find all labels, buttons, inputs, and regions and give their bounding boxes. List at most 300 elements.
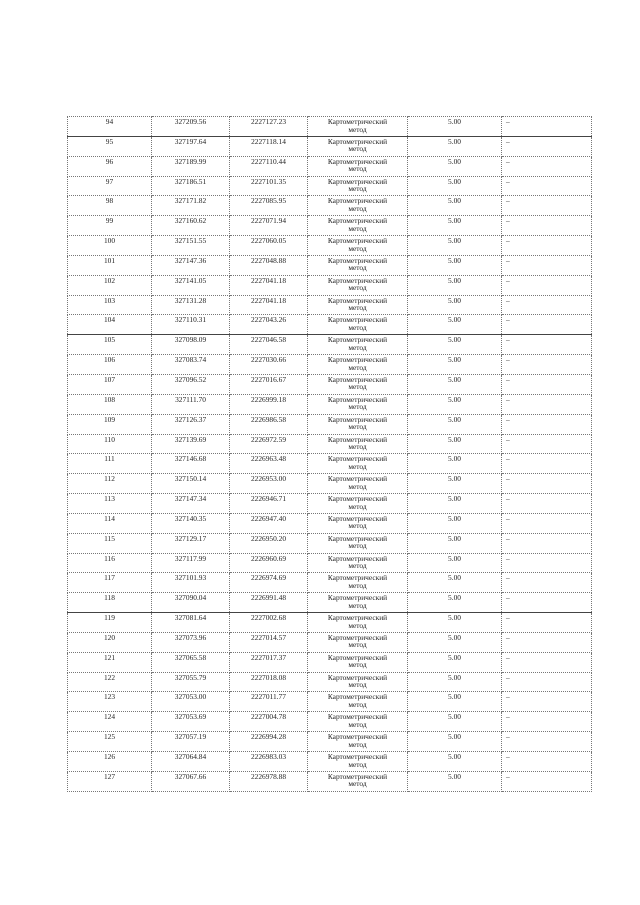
x-coordinate-cell: 327151.55 (152, 236, 230, 256)
method-line-2: метод (348, 283, 367, 293)
method-line-2: метод (348, 382, 367, 392)
method-line-1: Картометрический (327, 275, 388, 285)
note-cell: – (502, 533, 592, 553)
table-row (68, 374, 592, 394)
method-line-1: Картометрический (327, 176, 388, 186)
point-number-cell: 126 (68, 752, 152, 772)
table-row (68, 613, 592, 633)
method-line-1: Картометрический (327, 414, 388, 424)
method-line-2: метод (348, 362, 367, 372)
point-number-cell: 111 (68, 454, 152, 474)
note-cell: – (502, 315, 592, 335)
method-line-2: метод (348, 501, 367, 511)
x-coordinate-cell: 327067.66 (152, 771, 230, 791)
y-coordinate-cell: 2227101.35 (230, 176, 308, 196)
y-coordinate-cell: 2226950.20 (230, 533, 308, 553)
error-cell: 5.00 (408, 494, 502, 514)
y-coordinate-cell: 2226983.03 (230, 752, 308, 772)
method-line-2: метод (348, 779, 367, 789)
note-cell: – (502, 295, 592, 315)
table-row (68, 434, 592, 454)
error-cell: 5.00 (408, 533, 502, 553)
error-cell: 5.00 (408, 414, 502, 434)
error-cell: 5.00 (408, 732, 502, 752)
error-cell: 5.00 (408, 771, 502, 791)
method-line-2: метод (348, 263, 367, 273)
method-line-2: метод (348, 422, 367, 432)
x-coordinate-cell: 327064.84 (152, 752, 230, 772)
method-cell (308, 593, 408, 613)
x-coordinate-cell: 327209.56 (152, 117, 230, 137)
point-number-cell: 122 (68, 672, 152, 692)
method-line-1: Картометрический (327, 117, 388, 126)
x-coordinate-cell: 327053.69 (152, 712, 230, 732)
method-line-2: метод (348, 124, 367, 134)
note-cell: – (502, 474, 592, 494)
x-coordinate-cell: 327073.96 (152, 632, 230, 652)
table-row (68, 295, 592, 315)
x-coordinate-cell: 327131.28 (152, 295, 230, 315)
method-cell (308, 394, 408, 414)
table-row (68, 672, 592, 692)
note-cell: – (502, 236, 592, 256)
method-line-2: метод (348, 620, 367, 630)
method-cell (308, 315, 408, 335)
y-coordinate-cell: 2227060.05 (230, 236, 308, 256)
table-row (68, 752, 592, 772)
x-coordinate-cell: 327111.70 (152, 394, 230, 414)
method-line-1: Картометрический (327, 494, 388, 504)
method-line-1: Картометрический (327, 771, 388, 781)
table-row (68, 355, 592, 375)
point-number-cell: 98 (68, 196, 152, 216)
table-row (68, 732, 592, 752)
x-coordinate-cell: 327140.35 (152, 513, 230, 533)
method-line-1: Картометрический (327, 632, 388, 642)
method-cell (308, 236, 408, 256)
y-coordinate-cell: 2227118.14 (230, 136, 308, 156)
method-line-2: метод (348, 442, 367, 451)
x-coordinate-cell: 327186.51 (152, 176, 230, 196)
method-cell (308, 136, 408, 156)
point-number-cell: 124 (68, 712, 152, 732)
y-coordinate-cell: 2226978.88 (230, 771, 308, 791)
y-coordinate-cell: 2226994.28 (230, 732, 308, 752)
method-line-1: Картометрический (327, 434, 388, 444)
table-row (68, 573, 592, 593)
method-line-2: метод (348, 699, 367, 709)
method-line-1: Картометрический (327, 255, 388, 265)
method-cell (308, 414, 408, 434)
point-number-cell: 107 (68, 374, 152, 394)
method-line-2: метод (348, 402, 367, 412)
method-cell (308, 494, 408, 514)
x-coordinate-cell: 327129.17 (152, 533, 230, 553)
error-cell: 5.00 (408, 454, 502, 474)
note-cell: – (502, 394, 592, 414)
table-row (68, 136, 592, 156)
table-row (68, 513, 592, 533)
y-coordinate-cell: 2226999.18 (230, 394, 308, 414)
method-line-1: Картометрический (327, 136, 388, 146)
error-cell: 5.00 (408, 712, 502, 732)
method-cell (308, 295, 408, 315)
y-coordinate-cell: 2227030.66 (230, 355, 308, 375)
method-cell (308, 533, 408, 553)
error-cell: 5.00 (408, 672, 502, 692)
point-number-cell: 108 (68, 394, 152, 414)
note-cell: – (502, 355, 592, 375)
error-cell: 5.00 (408, 613, 502, 633)
method-line-1: Картометрический (327, 315, 388, 325)
method-cell (308, 196, 408, 216)
note-cell: – (502, 652, 592, 672)
method-cell (308, 573, 408, 593)
method-cell (308, 335, 408, 355)
method-cell (308, 434, 408, 454)
y-coordinate-cell: 2227046.58 (230, 335, 308, 355)
method-cell (308, 454, 408, 474)
note-cell: – (502, 573, 592, 593)
point-number-cell: 106 (68, 355, 152, 375)
point-number-cell: 115 (68, 533, 152, 553)
y-coordinate-cell: 2227011.77 (230, 692, 308, 712)
method-line-2: метод (348, 759, 367, 769)
point-number-cell: 121 (68, 652, 152, 672)
method-line-1: Картометрический (327, 196, 388, 206)
y-coordinate-cell: 2227014.57 (230, 632, 308, 652)
y-coordinate-cell: 2227048.88 (230, 255, 308, 275)
note-cell: – (502, 216, 592, 236)
note-cell: – (502, 692, 592, 712)
table-row (68, 652, 592, 672)
error-cell: 5.00 (408, 335, 502, 355)
method-line-1: Картометрический (327, 474, 388, 484)
y-coordinate-cell: 2227043.26 (230, 315, 308, 335)
x-coordinate-cell: 327146.68 (152, 454, 230, 474)
method-cell (308, 771, 408, 791)
note-cell: – (502, 414, 592, 434)
method-line-2: метод (348, 481, 367, 491)
method-line-2: метод (348, 739, 367, 749)
table-row (68, 474, 592, 494)
note-cell: – (502, 196, 592, 216)
method-line-1: Картометрический (327, 573, 388, 583)
method-cell (308, 613, 408, 633)
error-cell: 5.00 (408, 434, 502, 454)
point-number-cell: 110 (68, 434, 152, 454)
coordinates-table-body (68, 117, 592, 792)
note-cell: – (502, 494, 592, 514)
x-coordinate-cell: 327160.62 (152, 216, 230, 236)
x-coordinate-cell: 327150.14 (152, 474, 230, 494)
x-coordinate-cell: 327141.05 (152, 275, 230, 295)
point-number-cell: 97 (68, 176, 152, 196)
point-number-cell: 125 (68, 732, 152, 752)
method-cell (308, 652, 408, 672)
note-cell: – (502, 513, 592, 533)
note-cell: – (502, 275, 592, 295)
y-coordinate-cell: 2226991.48 (230, 593, 308, 613)
method-line-1: Картометрический (327, 533, 388, 543)
error-cell: 5.00 (408, 374, 502, 394)
error-cell: 5.00 (408, 652, 502, 672)
table-row (68, 216, 592, 236)
point-number-cell: 123 (68, 692, 152, 712)
point-number-cell: 113 (68, 494, 152, 514)
error-cell: 5.00 (408, 236, 502, 256)
point-number-cell: 120 (68, 632, 152, 652)
method-cell (308, 156, 408, 176)
point-number-cell: 104 (68, 315, 152, 335)
x-coordinate-cell: 327065.58 (152, 652, 230, 672)
table-row (68, 315, 592, 335)
table-row (68, 692, 592, 712)
method-cell (308, 513, 408, 533)
error-cell: 5.00 (408, 474, 502, 494)
error-cell: 5.00 (408, 176, 502, 196)
error-cell: 5.00 (408, 295, 502, 315)
error-cell: 5.00 (408, 196, 502, 216)
table-row (68, 553, 592, 573)
method-line-1: Картометрический (327, 613, 388, 623)
point-number-cell: 101 (68, 255, 152, 275)
method-cell (308, 216, 408, 236)
error-cell: 5.00 (408, 156, 502, 176)
table-row (68, 176, 592, 196)
method-line-2: метод (348, 600, 367, 610)
method-line-2: метод (348, 521, 367, 531)
method-line-2: метод (348, 144, 367, 154)
method-line-1: Картометрический (327, 752, 388, 761)
note-cell: – (502, 117, 592, 137)
x-coordinate-cell: 327053.00 (152, 692, 230, 712)
point-number-cell: 109 (68, 414, 152, 434)
table-row (68, 494, 592, 514)
y-coordinate-cell: 2227041.18 (230, 275, 308, 295)
error-cell: 5.00 (408, 394, 502, 414)
method-line-1: Картометрический (327, 295, 388, 305)
note-cell: – (502, 771, 592, 791)
table-row (68, 255, 592, 275)
error-cell: 5.00 (408, 573, 502, 593)
x-coordinate-cell: 327055.79 (152, 672, 230, 692)
method-line-2: метод (348, 461, 367, 471)
x-coordinate-cell: 327147.36 (152, 255, 230, 275)
point-number-cell: 94 (68, 117, 152, 137)
y-coordinate-cell: 2226953.00 (230, 474, 308, 494)
error-cell: 5.00 (408, 513, 502, 533)
note-cell: – (502, 593, 592, 613)
note-cell: – (502, 255, 592, 275)
y-coordinate-cell: 2227017.37 (230, 652, 308, 672)
table-row (68, 156, 592, 176)
table-row (68, 335, 592, 355)
y-coordinate-cell: 2226947.40 (230, 513, 308, 533)
method-cell (308, 712, 408, 732)
method-line-1: Картометрический (327, 712, 388, 722)
y-coordinate-cell: 2227002.68 (230, 613, 308, 633)
method-cell (308, 632, 408, 652)
x-coordinate-cell: 327096.52 (152, 374, 230, 394)
note-cell: – (502, 553, 592, 573)
point-number-cell: 100 (68, 236, 152, 256)
point-number-cell: 116 (68, 553, 152, 573)
method-line-2: метод (348, 342, 367, 352)
point-number-cell: 96 (68, 156, 152, 176)
method-cell (308, 553, 408, 573)
point-number-cell: 112 (68, 474, 152, 494)
method-cell (308, 672, 408, 692)
table-row (68, 236, 592, 256)
note-cell: – (502, 374, 592, 394)
method-line-1: Картометрический (327, 374, 388, 384)
method-line-1: Картометрический (327, 553, 388, 563)
error-cell: 5.00 (408, 255, 502, 275)
y-coordinate-cell: 2226960.69 (230, 553, 308, 573)
note-cell: – (502, 613, 592, 633)
note-cell: – (502, 752, 592, 772)
point-number-cell: 119 (68, 613, 152, 633)
method-line-2: метод (348, 719, 367, 729)
point-number-cell: 117 (68, 573, 152, 593)
coordinates-table (67, 116, 592, 792)
method-line-2: метод (348, 322, 367, 332)
note-cell: – (502, 712, 592, 732)
error-cell: 5.00 (408, 117, 502, 137)
x-coordinate-cell: 327083.74 (152, 355, 230, 375)
method-cell (308, 176, 408, 196)
x-coordinate-cell: 327126.37 (152, 414, 230, 434)
note-cell: – (502, 632, 592, 652)
method-line-2: метод (348, 541, 367, 551)
y-coordinate-cell: 2227085.95 (230, 196, 308, 216)
x-coordinate-cell: 327098.09 (152, 335, 230, 355)
table-row (68, 275, 592, 295)
error-cell: 5.00 (408, 216, 502, 236)
point-number-cell: 95 (68, 136, 152, 156)
y-coordinate-cell: 2226972.59 (230, 434, 308, 454)
method-cell (308, 732, 408, 752)
method-line-2: метод (348, 223, 367, 233)
error-cell: 5.00 (408, 275, 502, 295)
x-coordinate-cell: 327090.04 (152, 593, 230, 613)
method-cell (308, 752, 408, 772)
method-line-1: Картометрический (327, 652, 388, 662)
method-line-1: Картометрический (327, 216, 388, 226)
point-number-cell: 103 (68, 295, 152, 315)
method-cell (308, 275, 408, 295)
method-cell (308, 355, 408, 375)
method-line-1: Картометрический (327, 513, 388, 523)
error-cell: 5.00 (408, 593, 502, 613)
y-coordinate-cell: 2227004.78 (230, 712, 308, 732)
point-number-cell: 105 (68, 335, 152, 355)
x-coordinate-cell: 327139.69 (152, 434, 230, 454)
point-number-cell: 99 (68, 216, 152, 236)
note-cell: – (502, 732, 592, 752)
x-coordinate-cell: 327101.93 (152, 573, 230, 593)
error-cell: 5.00 (408, 315, 502, 335)
method-line-2: метод (348, 640, 367, 650)
method-line-1: Картометрический (327, 335, 388, 345)
x-coordinate-cell: 327171.82 (152, 196, 230, 216)
note-cell: – (502, 454, 592, 474)
table-row (68, 593, 592, 613)
x-coordinate-cell: 327147.34 (152, 494, 230, 514)
y-coordinate-cell: 2226946.71 (230, 494, 308, 514)
x-coordinate-cell: 327197.64 (152, 136, 230, 156)
table-row (68, 533, 592, 553)
x-coordinate-cell: 327117.99 (152, 553, 230, 573)
method-line-2: метод (348, 660, 367, 670)
table-row (68, 712, 592, 732)
note-cell: – (502, 156, 592, 176)
point-number-cell: 118 (68, 593, 152, 613)
method-line-1: Картометрический (327, 156, 388, 166)
method-line-1: Картометрический (327, 454, 388, 464)
table-row (68, 454, 592, 474)
y-coordinate-cell: 2227018.08 (230, 672, 308, 692)
table-row (68, 117, 592, 137)
table-row (68, 196, 592, 216)
x-coordinate-cell: 327081.64 (152, 613, 230, 633)
method-line-2: метод (348, 203, 367, 213)
method-cell (308, 474, 408, 494)
y-coordinate-cell: 2227041.18 (230, 295, 308, 315)
point-number-cell: 114 (68, 513, 152, 533)
table-row (68, 632, 592, 652)
point-number-cell: 127 (68, 771, 152, 791)
method-cell (308, 255, 408, 275)
method-line-2: метод (348, 243, 367, 253)
y-coordinate-cell: 2227016.67 (230, 374, 308, 394)
method-line-2: метод (348, 303, 367, 313)
method-line-1: Картометрический (327, 692, 388, 702)
note-cell: – (502, 434, 592, 454)
table-row (68, 394, 592, 414)
y-coordinate-cell: 2227127.23 (230, 117, 308, 137)
error-cell: 5.00 (408, 632, 502, 652)
note-cell: – (502, 176, 592, 196)
method-line-2: метод (348, 680, 367, 690)
x-coordinate-cell: 327110.31 (152, 315, 230, 335)
method-line-1: Картометрический (327, 593, 388, 603)
note-cell: – (502, 136, 592, 156)
x-coordinate-cell: 327057.19 (152, 732, 230, 752)
point-number-cell: 102 (68, 275, 152, 295)
y-coordinate-cell: 2226974.69 (230, 573, 308, 593)
method-line-1: Картометрический (327, 394, 388, 404)
method-line-2: метод (348, 184, 367, 194)
y-coordinate-cell: 2226963.48 (230, 454, 308, 474)
method-line-1: Картометрический (327, 236, 388, 246)
method-cell (308, 692, 408, 712)
error-cell: 5.00 (408, 553, 502, 573)
y-coordinate-cell: 2226986.58 (230, 414, 308, 434)
method-line-1: Картометрический (327, 672, 388, 682)
method-cell (308, 117, 408, 137)
error-cell: 5.00 (408, 136, 502, 156)
error-cell: 5.00 (408, 752, 502, 772)
method-line-1: Картометрический (327, 355, 388, 365)
x-coordinate-cell: 327189.99 (152, 156, 230, 176)
method-line-2: метод (348, 580, 367, 590)
method-cell (308, 374, 408, 394)
y-coordinate-cell: 2227071.94 (230, 216, 308, 236)
y-coordinate-cell: 2227110.44 (230, 156, 308, 176)
method-line-2: метод (348, 164, 367, 174)
